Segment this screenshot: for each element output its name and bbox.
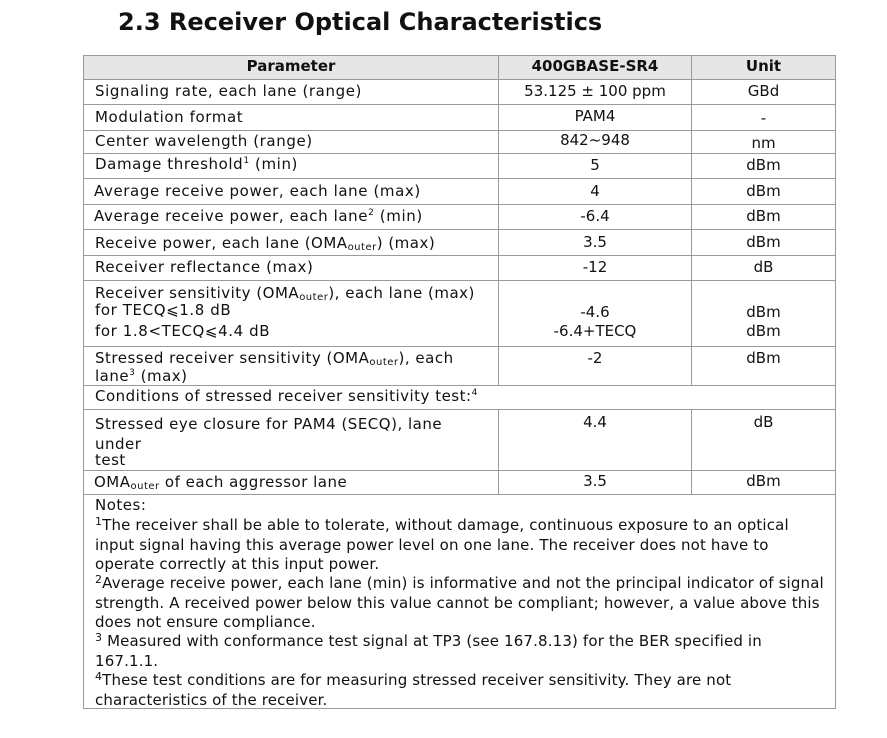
row-damage-threshold-unit: dBm [746, 156, 781, 174]
note-3: $^3$ Measured with conformance test signal at TP3 (see 167.8.13) for the BER specified in 167.1.1. [95, 631, 762, 670]
row-secq-value: 4.4 [583, 413, 607, 431]
row-sensitivity-value-1: -4.6 [580, 303, 610, 321]
row-modulation-value: PAM4 [574, 107, 616, 125]
row-aggressor-oma-unit: dBm [746, 472, 781, 490]
row-reflectance-unit: dB [753, 258, 774, 276]
row-avg-power-max-value: 4 [590, 182, 600, 200]
column-header-unit: Unit [745, 57, 782, 75]
row-avg-power-min-value: -6.4 [580, 207, 610, 225]
note-2: $^2$Average receive power, each lane (min) is informative and not the principal indicator of signal strength. A received power below this value cannot be compliant; however, a value above this does not ensure compliance. [95, 573, 824, 631]
row-wavelength-unit: nm [751, 134, 776, 152]
row-modulation-param: Modulation format [95, 108, 244, 126]
row-sensitivity-param: Receiver sensitivity $(OMA_{outer})$, each lane (max) [95, 284, 475, 303]
row-secq-param: Stressed eye closure for PAM4 (SECQ), lane [95, 415, 443, 433]
row-receive-power-oma-unit: dBm [746, 233, 781, 251]
row-sensitivity-unit-2: dBm [746, 322, 781, 340]
row-avg-power-max-param: Average receive power, each lane (max) [94, 182, 421, 200]
row-signaling-rate-param: Signaling rate, each lane (range) [95, 82, 362, 100]
row-secq-line2: under [95, 435, 142, 453]
row-avg-power-max-unit: dBm [746, 182, 781, 200]
row-signaling-rate-value: 53.125 ± 100 ppm [524, 82, 666, 100]
column-header-parameter: Parameter [246, 57, 336, 75]
row-damage-threshold-value: 5 [590, 156, 600, 174]
row-wavelength-value: 842~948 [560, 131, 630, 149]
row-stressed-sensitivity-unit: dBm [746, 349, 781, 367]
row-damage-threshold-param: Damage threshold$^1$ (min) [95, 155, 298, 173]
row-aggressor-oma-param: $OMA_{outer}$ of each aggressor lane [94, 473, 348, 492]
row-reflectance-value: -12 [582, 258, 608, 276]
row-conditions-heading: Conditions of stressed receiver sensitivity test:$^4$ [95, 387, 478, 405]
row-receive-power-oma-param: Receive power, each lane $(OMA_{outer})$ (max) [95, 234, 436, 253]
notes-title: Notes: [95, 496, 147, 514]
row-reflectance-param: Receiver reflectance (max) [95, 258, 314, 276]
row-aggressor-oma-value: 3.5 [583, 472, 607, 490]
row-modulation-unit: - [760, 109, 767, 127]
row-sensitivity-value-2: -6.4+TECQ [553, 322, 637, 340]
row-stressed-sensitivity-line2: lane$^3$ (max) [95, 367, 188, 385]
row-sensitivity-line2: for TECQ⩽1.8 dB [95, 301, 232, 319]
row-sensitivity-line3: for 1.8<TECQ⩽4.4 dB [95, 322, 271, 340]
row-stressed-sensitivity-value: -2 [587, 349, 603, 367]
row-wavelength-param: Center wavelength (range) [95, 132, 313, 150]
row-secq-unit: dB [753, 413, 774, 431]
row-avg-power-min-param: Average receive power, each lane$^2$ (min) [94, 207, 423, 225]
column-header-400gbase-sr4: 400GBASE-SR4 [531, 57, 659, 75]
note-1: $^1$The receiver shall be able to tolerate, without damage, continuous exposure to an optical input signal having this average power level on one lane. The receiver does not have to operate correctly at this input power. [95, 515, 789, 573]
row-stressed-sensitivity-param: Stressed receiver sensitivity $(OMA_{outer})$, each [95, 349, 454, 368]
note-4: $^4$These test conditions are for measuring stressed receiver sensitivity. They are not characteristics of the receiver. [95, 670, 732, 709]
page-title: 2.3 Receiver Optical Characteristics [118, 8, 603, 36]
row-sensitivity-unit-1: dBm [746, 303, 781, 321]
row-secq-line3: test [95, 451, 126, 469]
row-signaling-rate-unit: GBd [747, 82, 780, 100]
row-receive-power-oma-value: 3.5 [583, 233, 607, 251]
row-avg-power-min-unit: dBm [746, 207, 781, 225]
